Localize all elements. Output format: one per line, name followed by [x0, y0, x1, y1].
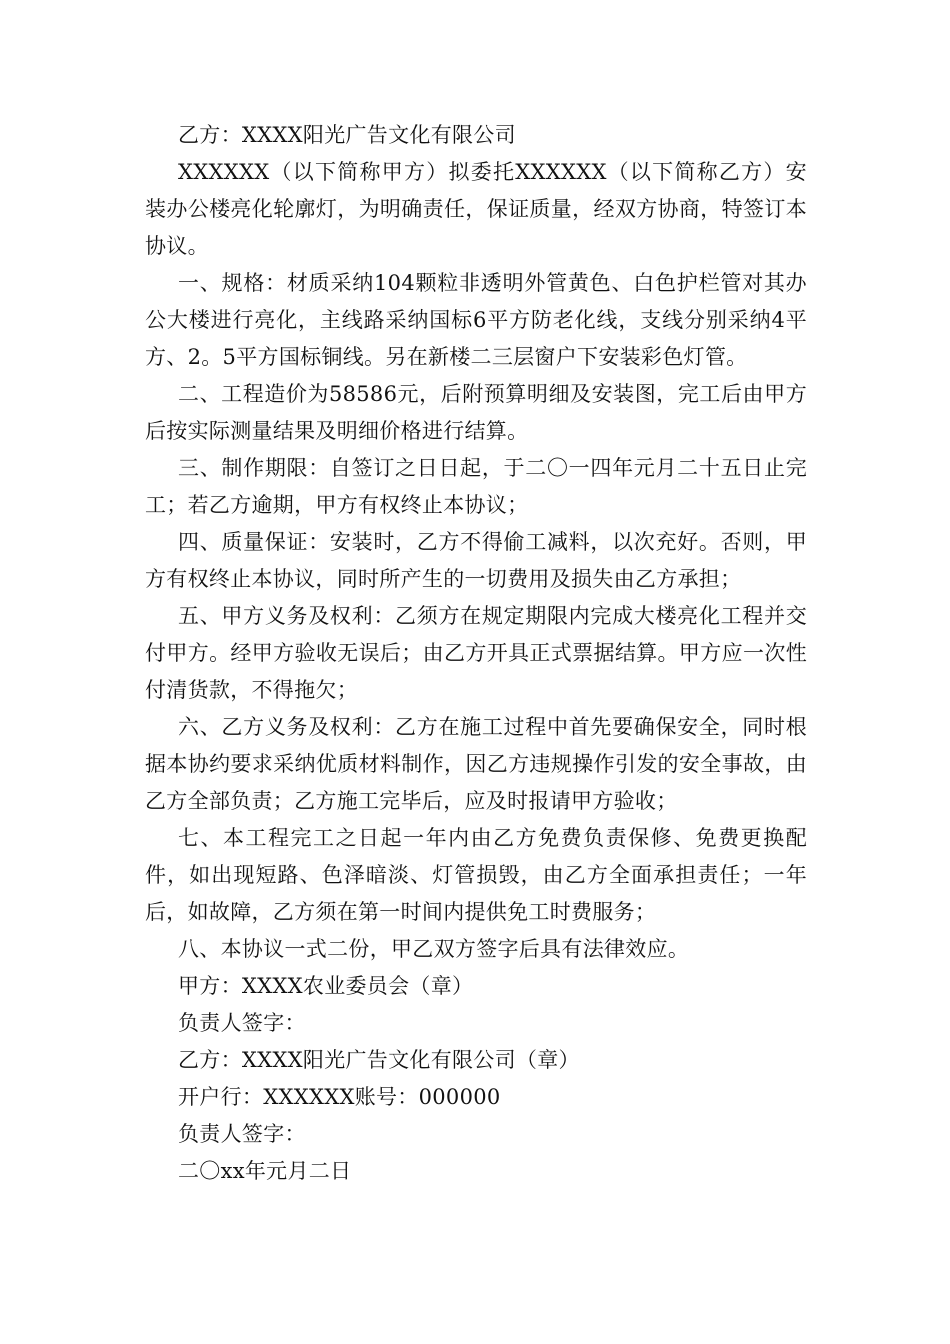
- party-b-seal: 乙方：XXXX阳光广告文化有限公司（章）: [178, 1048, 580, 1072]
- signing-date: 二〇xx年元月二日: [178, 1159, 352, 1183]
- party-b-line: 乙方：XXXX阳光广告文化有限公司: [178, 123, 516, 147]
- party-a-seal: 甲方：XXXX农业委员会（章）: [178, 974, 474, 998]
- clause-6-party-b-duties: 六、乙方义务及权利：乙方在施工过程中首先要确保安全，同时根据本协约要求采纳优质材料制作，因乙方违规操作引发的安全事故，由乙方全部负责；乙方施工完毕后，应及时报请甲方验收；: [145, 715, 807, 813]
- document-body: [145, 117, 807, 1190]
- clause-2-cost: 二、工程造价为58586元，后附预算明细及安装图，完工后由甲方后按实际测量结果及明细价格进行结算。: [145, 382, 807, 443]
- clause-8-copies: 八、本协议一式二份，甲乙双方签字后具有法律效应。: [178, 937, 690, 961]
- party-a-signature: 负责人签字：: [178, 1011, 306, 1035]
- party-b-signature: 负责人签字：: [178, 1122, 306, 1146]
- bank-account: 开户行：XXXXXX账号：000000: [178, 1085, 501, 1109]
- intro-paragraph: XXXXXX（以下简称甲方）拟委托XXXXXX（以下简称乙方）安装办公楼亮化轮廓灯，为明确责任，保证质量，经双方协商，特签订本协议。: [145, 160, 807, 258]
- clause-7-warranty: 七、本工程完工之日起一年内由乙方免费负责保修、免费更换配件，如出现短路、色泽暗淡、灯管损毁，由乙方全面承担责任；一年后，如故障，乙方须在第一时间内提供免工时费服务；: [145, 826, 807, 924]
- clause-3-deadline: 三、制作期限：自签订之日日起，于二〇一四年元月二十五日止完工；若乙方逾期，甲方有权终止本协议；: [145, 456, 807, 517]
- clause-5-party-a-duties: 五、甲方义务及权利：乙须方在规定期限内完成大楼亮化工程并交付甲方。经甲方验收无误后；由乙方开具正式票据结算。甲方应一次性付清货款，不得拖欠；: [145, 604, 807, 702]
- clause-4-quality: 四、质量保证：安装时，乙方不得偷工减料，以次充好。否则，甲方有权终止本协议，同时所产生的一切费用及损失由乙方承担；: [145, 530, 807, 591]
- clause-1-specification: 一、规格：材质采纳104颗粒非透明外管黄色、白色护栏管对其办公大楼进行亮化，主线路采纳国标6平方防老化线，支线分别采纳4平方、2。5平方国标铜线。另在新楼二三层窗户下安装彩色灯管。: [145, 271, 807, 369]
